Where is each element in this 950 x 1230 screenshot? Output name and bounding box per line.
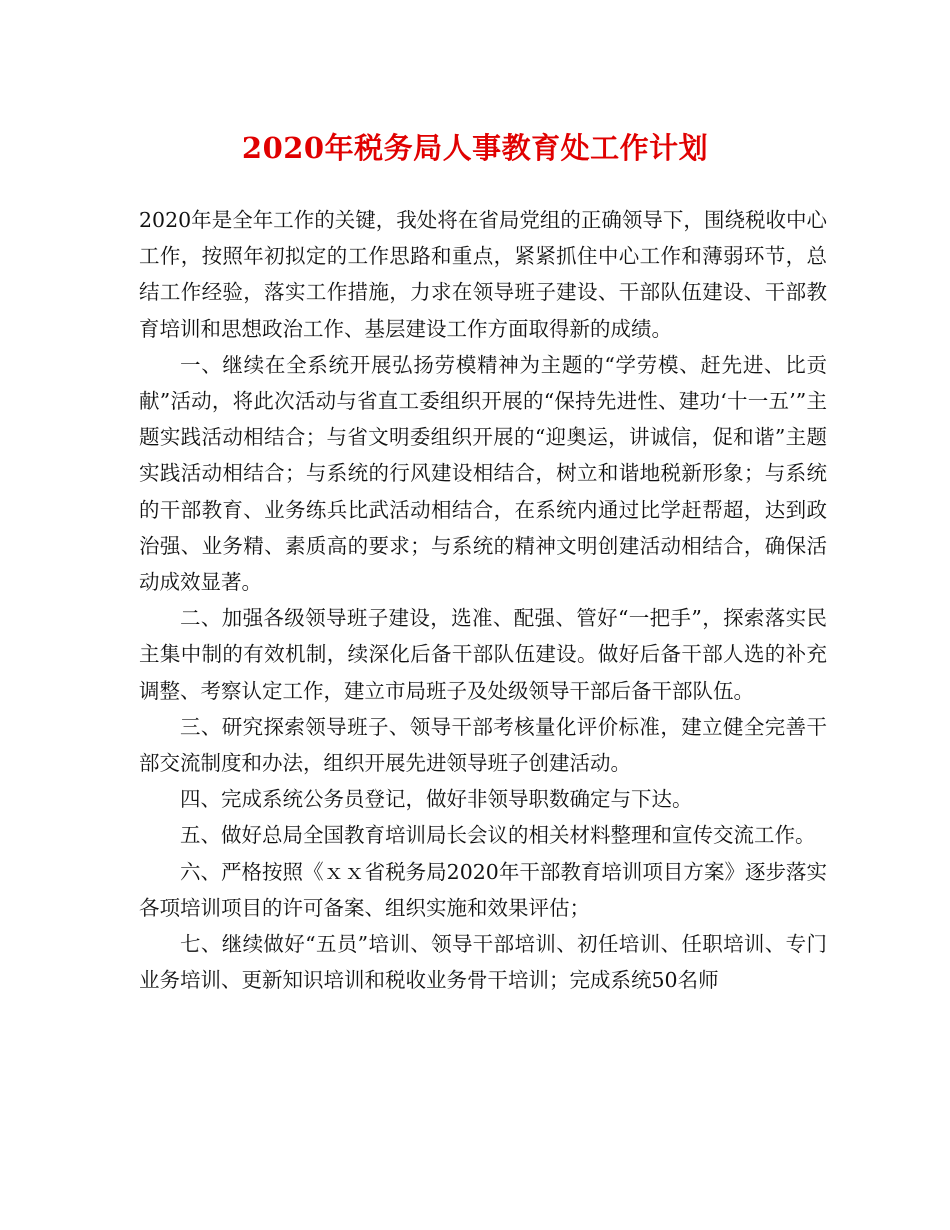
paragraph-item-2: 二、加强各级领导班子建设，选准、配强、管好“一把手”，探索落实民主集中制的有效机制，续深化后备干部队伍建设。做好后备干部人选的补充调整、考察认定工作，建立市局班子及处级领导干部后备干部队伍。 (139, 606, 827, 703)
paragraph-item-6: 六、严格按照《ｘｘ省税务局2020年干部教育培训项目方案》逐步落实各项培训项目的许可备案、组织实施和效果评估； (139, 859, 827, 920)
paragraph-item-3: 三、研究探索领导班子、领导干部考核量化评价标准，建立健全完善干部交流制度和办法，组织开展先进领导班子创建活动。 (139, 714, 827, 776)
page-title: 2020年税务局人事教育处工作计划 (241, 131, 709, 165)
document-body (139, 202, 827, 998)
paragraph-item-5: 五、做好总局全国教育培训局长会议的相关材料整理和宣传交流工作。 (180, 823, 816, 848)
paragraph-item-1: 一、继续在全系统开展弘扬劳模精神为主题的“学劳模、赶先进、比贡献”活动，将此次活动与省直工委组织开展的“保持先进性、建功‘十一五’”主题实践活动相结合；与省文明委组织开展的“迎奥运，讲诚信，促和谐”主题实践活动相结合；与系统的行风建设相结合，树立和谐地税新形象；与系统的干部教育、业务练兵比武活动相结合，在系统内通过比学赶帮超，达到政治强、业务精、素质高的要求；与系统的精神文明创建活动相结合，确保活动成效显著。 (139, 352, 827, 595)
paragraph-item-4: 四、完成系统公务员登记，做好非领导职数确定与下达。 (180, 787, 693, 812)
intro-paragraph: 2020年是全年工作的关键，我处将在省局党组的正确领导下，围绕税收中心工作，按照年初拟定的工作思路和重点，紧紧抓住中心工作和薄弱环节，总结工作经验，落实工作措施，力求在领导班子建设、干部队伍建设、干部教育培训和思想政治工作、基层建设工作方面取得新的成绩。 (139, 208, 827, 341)
paragraph-item-7: 七、继续做好“五员”培训、领导干部培训、初任培训、任职培训、专门业务培训、更新知识培训和税收业务骨干培训；完成系统50名师 (139, 932, 827, 993)
